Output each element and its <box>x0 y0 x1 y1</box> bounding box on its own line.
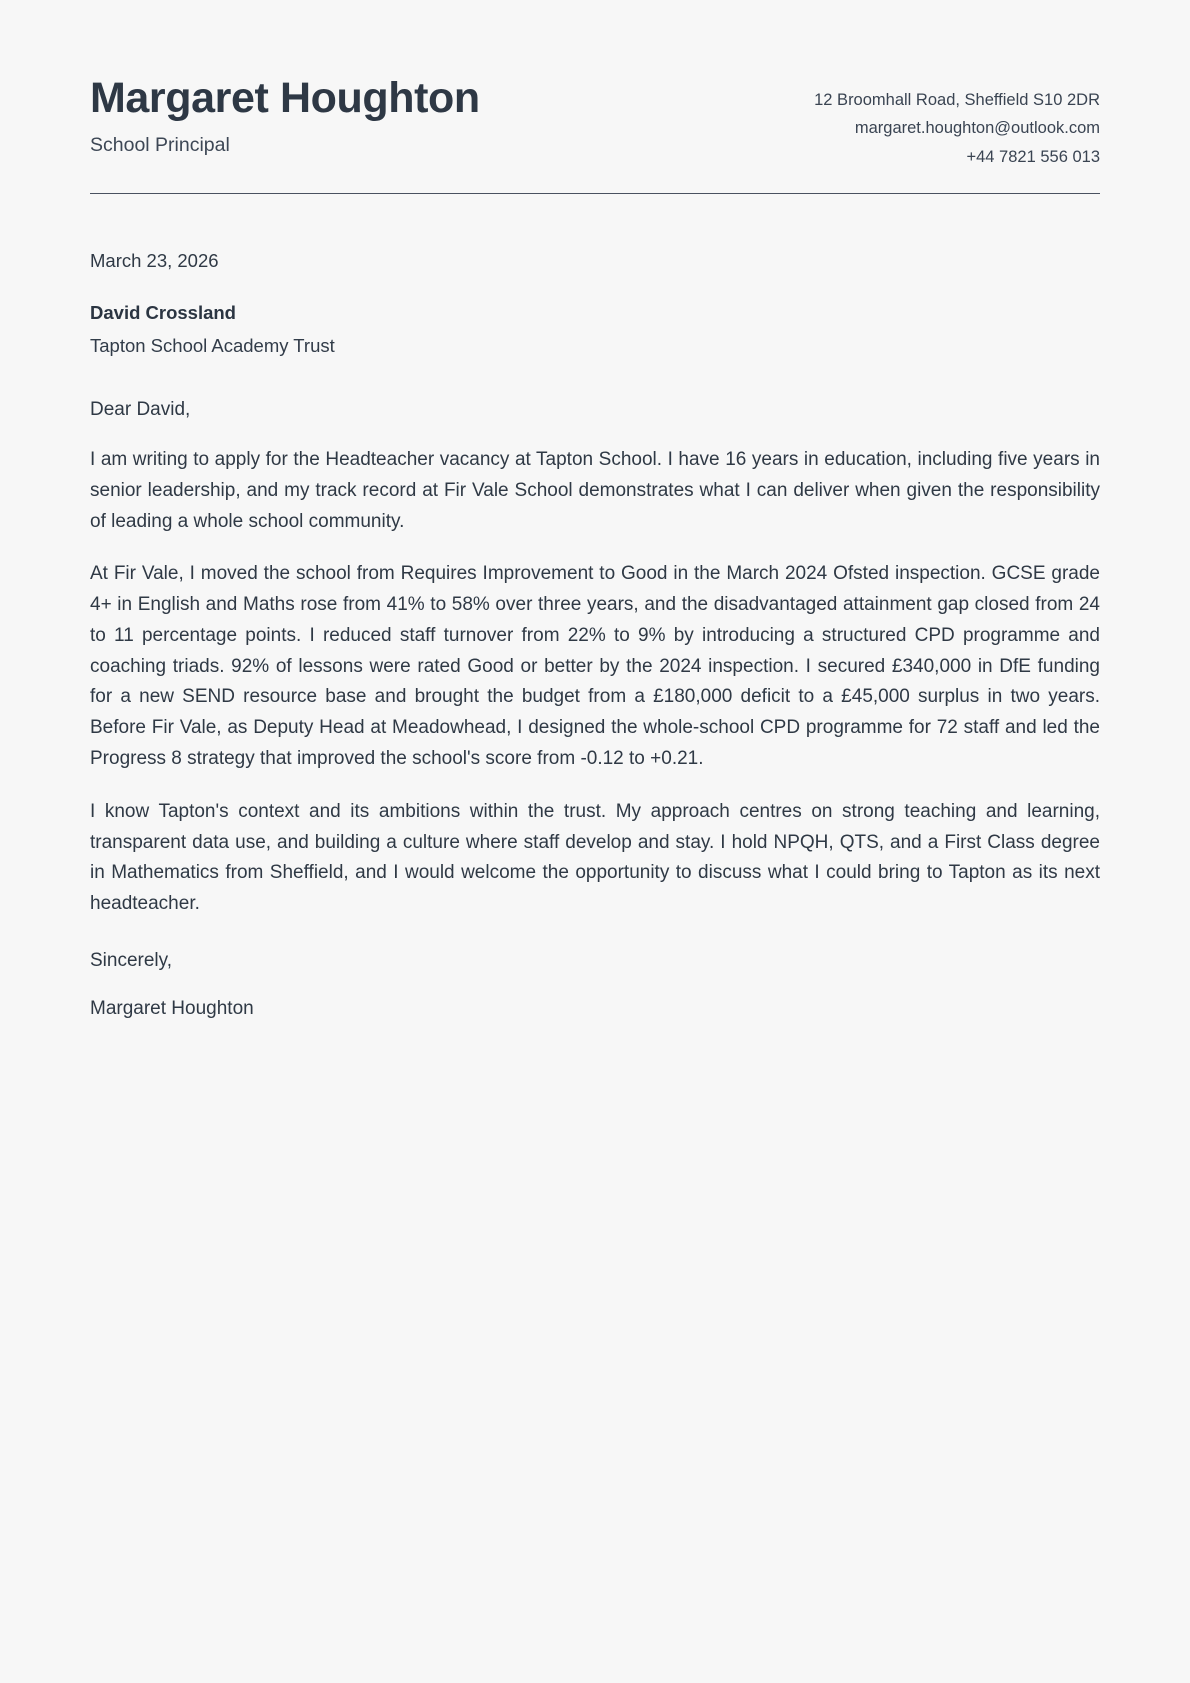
body-paragraph: At Fir Vale, I moved the school from Requires Improvement to Good in the March 2024 Ofsted inspection. GCSE grade 4+ in English and Maths rose from 41% to 58% over three years, and the disadvantaged attainment gap closed from 24 to 11 percentage points. I reduced staff turnover from 22% to 9% by introducing a structured CPD programme and coaching triads. 92% of lessons were rated Good or better by the 2024 inspection. I secured £340,000 in DfE funding for a new SEND resource base and brought the budget from a £180,000 deficit to a £45,000 surplus in two years. Before Fir Vale, as Deputy Head at Meadowhead, I designed the whole-school CPD programme for 72 staff and led the Progress 8 strategy that improved the school's score from -0.12 to +0.21. <box>90 563 1100 770</box>
contact-block <box>814 72 1100 171</box>
contact-email: margaret.houghton@outlook.com <box>854 119 1100 138</box>
contact-address: 12 Broomhall Road, Sheffield S10 2DR <box>814 91 1100 109</box>
letter-body <box>90 194 1100 1020</box>
salutation: Dear David, <box>90 399 191 421</box>
body-paragraph: I am writing to apply for the Headteacher vacancy at Tapton School. I have 16 years in education, including five years in senior leadership, and my track record at Fir Vale School demonstrates what I can deliver when given the responsibility of leading a whole school community. <box>90 449 1100 532</box>
page-title: Margaret Houghton <box>90 74 480 122</box>
recipient-name: David Crossland <box>90 302 236 324</box>
header-identity <box>90 72 480 158</box>
job-title: School Principal <box>90 134 230 157</box>
letter-date: March 23, 2026 <box>90 250 219 272</box>
body-paragraph: I know Tapton's context and its ambitions within the trust. My approach centres on strong teaching and learning, transparent data use, and building a culture where staff develop and stay. I hold NPQH, QTS, and a First Class degree in Mathematics from Sheffield, and I would welcome the opportunity to discuss what I could bring to Tapton as its next headteacher. <box>90 800 1100 915</box>
letter-header <box>90 72 1100 193</box>
closing-line: Sincerely, <box>90 949 173 971</box>
recipient-organization: Tapton School Academy Trust <box>90 335 335 357</box>
signature-name: Margaret Houghton <box>90 997 254 1019</box>
contact-phone: +44 7821 556 013 <box>966 147 1100 166</box>
